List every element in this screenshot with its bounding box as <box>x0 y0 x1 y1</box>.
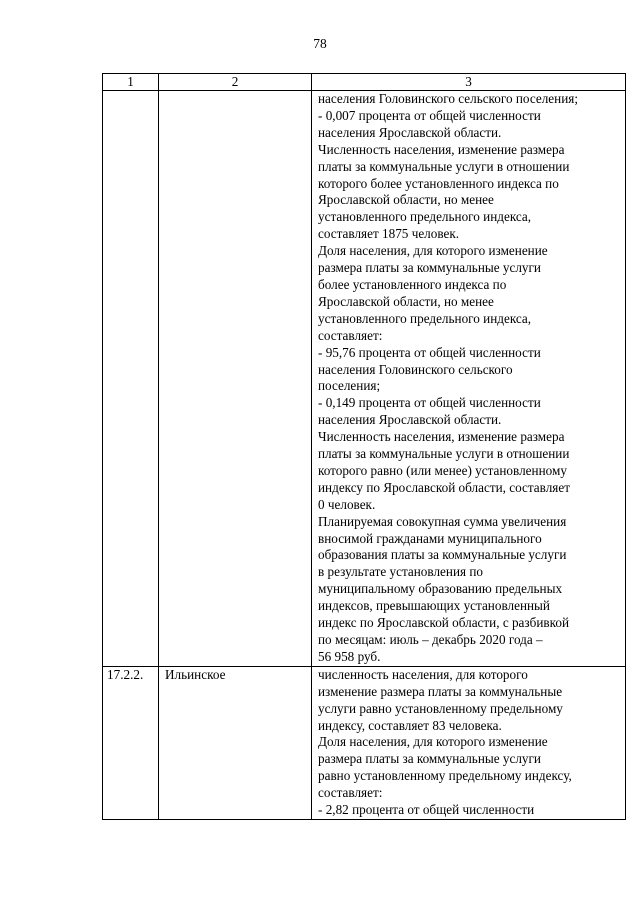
text-line: Численность населения, изменение размера <box>318 141 565 157</box>
table-row <box>103 666 626 819</box>
text-line: Ярославской области, но менее <box>318 192 494 208</box>
text-line: платы за коммунальные услуги в отношении <box>318 158 570 174</box>
text-line: населения Головинского сельского <box>318 361 513 377</box>
text-line: составляет 1875 человек. <box>318 226 460 242</box>
text-line: поселения; <box>318 378 381 394</box>
text-line: - 0,007 процента от общей численности <box>318 107 541 123</box>
text-line: населения Головинского сельского поселения; <box>318 91 578 106</box>
text-line: - 0,149 процента от общей численности <box>318 395 541 411</box>
text-line: более установленного индекса по <box>318 276 507 292</box>
description-cell <box>312 91 626 667</box>
text-line: размера платы за коммунальные услуги <box>318 260 541 276</box>
text-line: услуги равно установленному предельному <box>318 700 563 716</box>
text-line: изменение размера платы за коммунальные <box>318 683 563 699</box>
municipality-name-cell <box>159 91 312 667</box>
text-line: индексу по Ярославской области, составляет <box>318 479 570 495</box>
row-number-cell: 17.2.2. <box>103 666 159 819</box>
text-line: которого равно (или менее) установленному <box>318 462 567 478</box>
text-line: индексов, превышающих установленный <box>318 598 550 614</box>
text-line: в результате установления по <box>318 564 484 580</box>
text-line: которого более установленного индекса по <box>318 175 559 191</box>
row-number-cell <box>103 91 159 667</box>
text-line: Ярославской области, но менее <box>318 293 494 309</box>
table-row <box>103 91 626 667</box>
text-line: 56 958 руб. <box>318 648 381 664</box>
text-line: населения Ярославской области. <box>318 412 502 428</box>
text-line: Численность населения, изменение размера <box>318 429 565 445</box>
text-line: индексу, составляет 83 человека. <box>318 717 502 733</box>
text-line: установленного предельного индекса, <box>318 209 532 225</box>
table-header-row <box>103 74 626 91</box>
text-line: населения Ярославской области. <box>318 124 502 140</box>
text-line: 0 человек. <box>318 496 376 512</box>
text-line: вносимой гражданами муниципального <box>318 530 542 546</box>
text-line: индекс по Ярославской области, с разбивкой <box>318 615 570 631</box>
text-line: образования платы за коммунальные услуги <box>318 547 567 563</box>
text-line: - 95,76 процента от общей численности <box>318 344 541 360</box>
header-cell-3: 3 <box>312 74 626 91</box>
text-line: численность населения, для которого <box>318 666 528 682</box>
text-line: равно установленному предельному индексу, <box>318 768 572 784</box>
text-line: Доля населения, для которого изменение <box>318 243 548 259</box>
document-table <box>102 73 626 820</box>
text-line: Планируемая совокупная сумма увеличения <box>318 513 567 529</box>
text-line: муниципальному образованию предельных <box>318 581 563 597</box>
text-line: составляет: <box>318 327 383 343</box>
header-cell-1: 1 <box>103 74 159 91</box>
text-line: размера платы за коммунальные услуги <box>318 751 541 767</box>
text-line: составляет: <box>318 785 383 801</box>
municipality-name-cell: Ильинское <box>159 666 312 819</box>
text-line: платы за коммунальные услуги в отношении <box>318 446 570 462</box>
text-line: установленного предельного индекса, <box>318 310 532 326</box>
header-cell-2: 2 <box>159 74 312 91</box>
text-line: - 2,82 процента от общей численности <box>318 802 535 818</box>
text-line: по месяцам: июль – декабрь 2020 года – <box>318 632 543 647</box>
description-cell <box>312 666 626 819</box>
page-number: 78 <box>313 36 327 51</box>
text-line: Доля населения, для которого изменение <box>318 734 548 750</box>
